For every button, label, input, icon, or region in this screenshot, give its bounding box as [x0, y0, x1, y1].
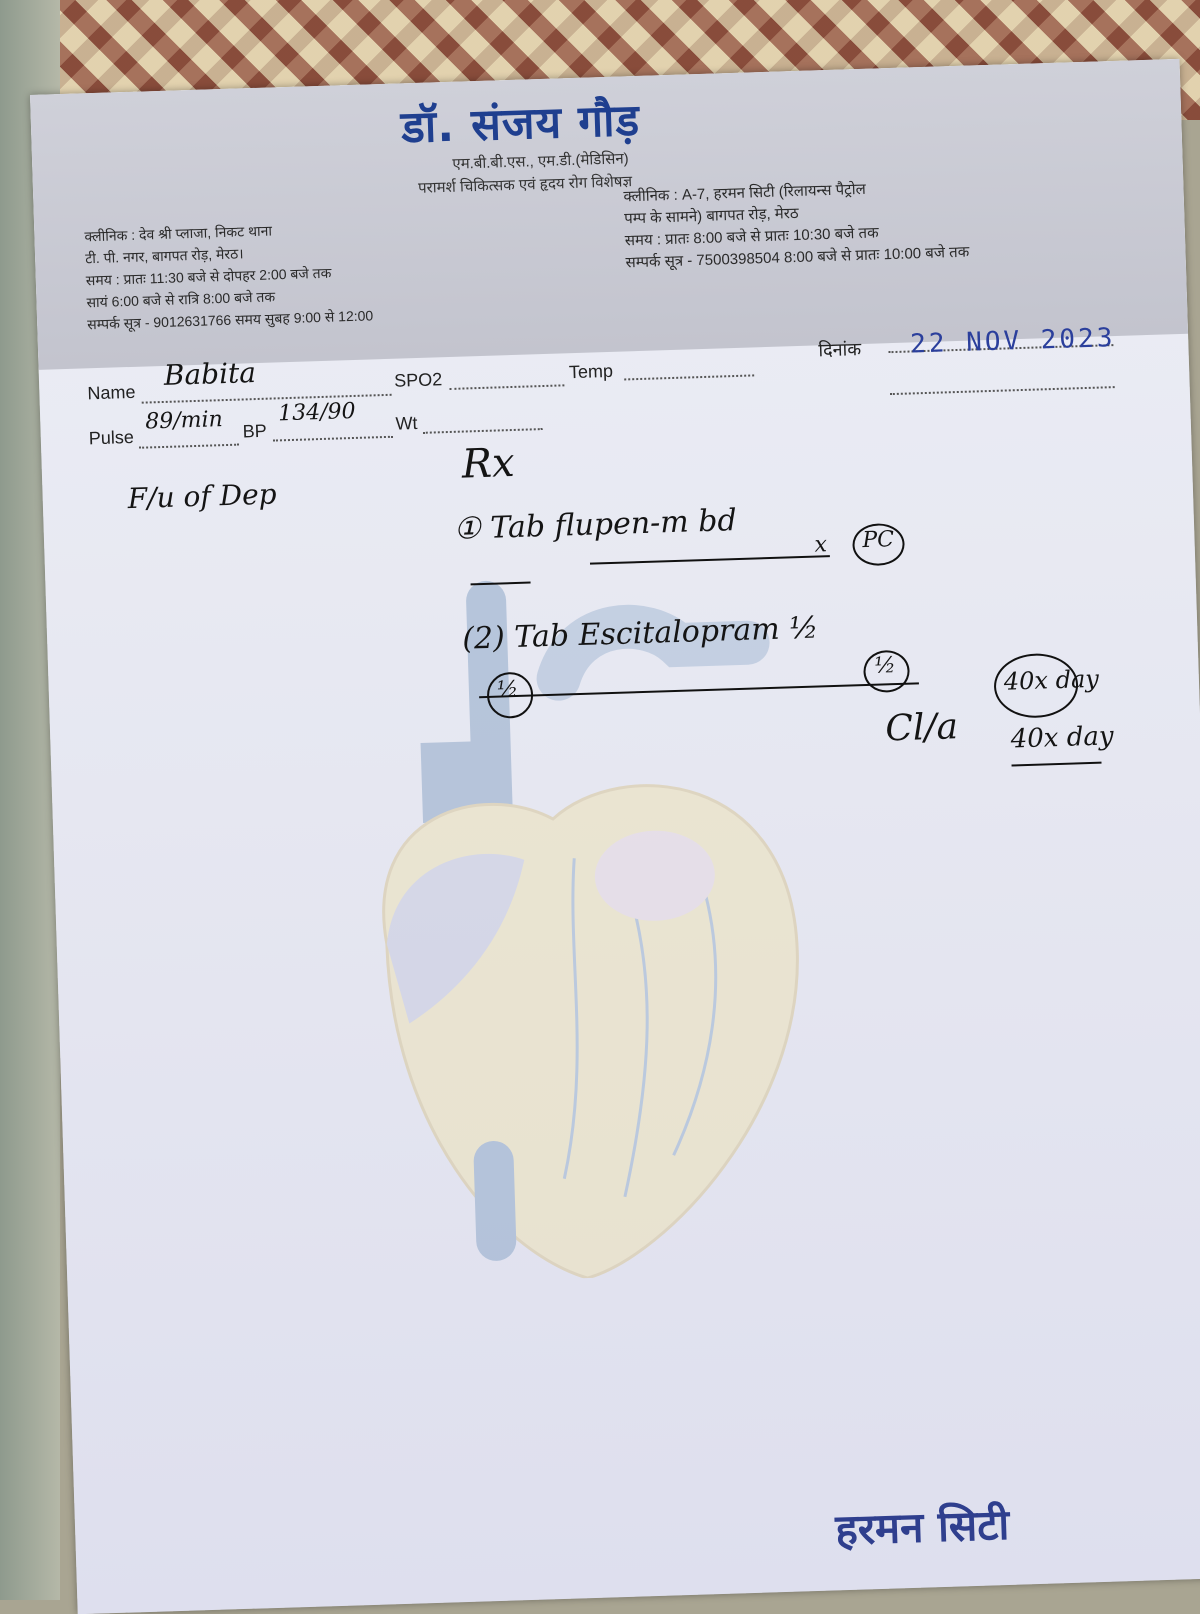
- clinic-right-line: पम्प के सामने) बागपत रोड़, मेरठ: [623, 204, 799, 228]
- advice-underline: [1012, 762, 1102, 767]
- doctor-degree: एम.बी.बी.एस., एम.डी.(मेडिसिन): [452, 150, 629, 173]
- heart-illustration: [315, 550, 857, 1286]
- wt-label: Wt: [395, 412, 418, 434]
- pulse-value: 89/min: [144, 407, 224, 435]
- medicine-2-dose-right: ½: [873, 653, 897, 679]
- bp-label: BP: [242, 420, 267, 442]
- advice-prefix: Cl/a: [884, 706, 959, 750]
- pulse-dots: [139, 444, 239, 449]
- clinic-right-line: समय : प्रातः 8:00 बजे से प्रातः 10:30 बजे तक: [624, 224, 879, 250]
- medicine-1-dose: PC: [862, 527, 895, 554]
- clinic-left-line: सायं 6:00 बजे से रात्रि 8:00 बजे तक: [86, 288, 276, 311]
- temp-dots: [624, 374, 754, 380]
- name-label: Name: [87, 381, 136, 404]
- date-stamp: 22 NOV 2023: [909, 323, 1116, 360]
- clinic-address-left: [84, 216, 373, 335]
- clinic-left-line: समय : प्रातः 11:30 बजे से दोपहर 2:00 बजे तक: [85, 264, 332, 289]
- temp-label: Temp: [568, 360, 614, 383]
- bp-value: 134/90: [277, 398, 356, 427]
- advice-line-2: 40x day: [1010, 721, 1115, 755]
- spo2-dots: [449, 384, 564, 390]
- clinic-left-line: क्लीनिक : देव श्री प्लाजा, निकट थाना: [84, 222, 273, 245]
- spo2-label: SPO2: [393, 369, 443, 391]
- date-dots-2: [890, 386, 1115, 395]
- doctor-name: डॉ. संजय गौड़: [400, 94, 641, 154]
- pulse-label: Pulse: [88, 426, 135, 449]
- doctor-specialty: परामर्श चिकित्सक एवं हृदय रोग विशेषज्ञ: [417, 173, 633, 197]
- medicine-1: ① Tab flupen-m bd: [453, 503, 738, 547]
- complaint-note: F/u of Dep: [127, 477, 278, 516]
- wt-dots: [423, 428, 543, 434]
- medicine-1-mark: x: [814, 532, 828, 558]
- patient-name: Babita: [163, 356, 257, 392]
- footer-watermark: हरमन सिटी: [834, 1499, 1011, 1555]
- advice-line-1: 40x day: [1003, 664, 1100, 696]
- clinic-address-right: [623, 176, 969, 275]
- clinic-right-line: क्लीनिक : A-7, हरमन सिटी (रिलायन्स पैट्रोल: [623, 180, 867, 206]
- rx-symbol: Rx: [461, 439, 516, 488]
- bp-dots: [273, 436, 393, 442]
- medicine-2-dose-left: ½: [496, 676, 519, 703]
- prescription-sheet: [30, 59, 1200, 1614]
- clinic-left-line: सम्पर्क सूत्र - 9012631766 समय सुबह 9:00 से 12:00: [86, 307, 374, 333]
- medicine-2: (2) Tab Escitalopram ½: [461, 610, 819, 657]
- clinic-right-line: सम्पर्क सूत्र - 7500398504 8:00 बजे से प्रातः 10:00 बजे तक: [625, 243, 970, 272]
- date-label: दिनांक: [818, 339, 862, 361]
- clinic-left-line: टी. पी. नगर, बागपत रोड़, मेरठ।: [84, 245, 244, 267]
